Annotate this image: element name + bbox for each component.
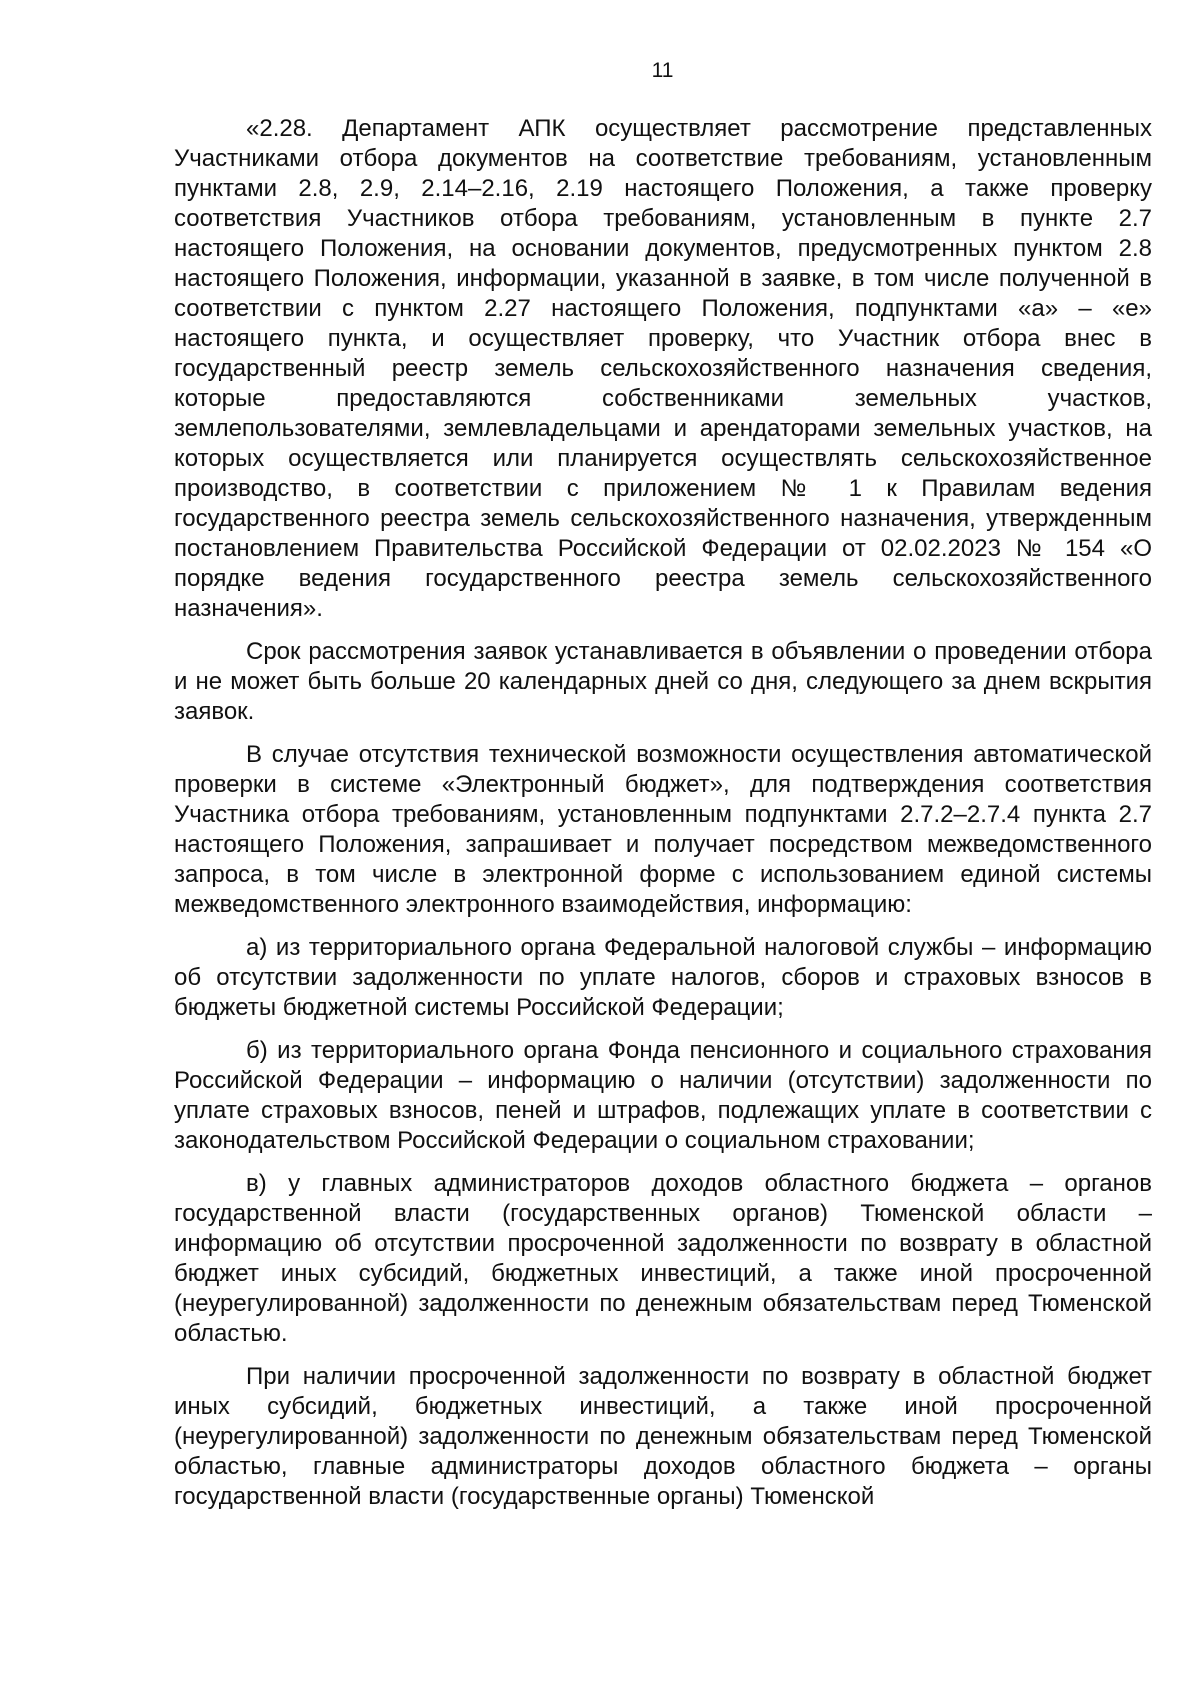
paragraph-review-period: Срок рассмотрения заявок устанавливается в объявлении о проведении отбора и не может быть больше 20 календарных дней со дня, следующего за днем вскрытия заявок.	[174, 638, 1152, 725]
paragraph-item-a: а) из территориального органа Федеральной налоговой службы – информацию об отсутствии задолженности по уплате налогов, сборов и страховых взносов в бюджеты бюджетной системы Российской Федерации;	[174, 934, 1152, 1021]
page-number: 11	[651, 59, 674, 82]
paragraph-overdue-debt: При наличии просроченной задолженности по возврату в областной бюджет иных субсидий, бюджетных инвестиций, а также иной просроченной (неурегулированной) задолженности по денежным обязательствам перед Тюменской областью, главные администраторы доходов областного бюджета – органы государственной власти (государственные органы) Тюменской	[174, 1363, 1152, 1510]
document-body	[174, 114, 1152, 1525]
paragraph-item-b: б) из территориального органа Фонда пенсионного и социального страхования Российской Федерации – информацию о наличии (отсутствии) задолженности по уплате страховых взносов, пеней и штрафов, подлежащих уплате в соответствии с законодательством Российской Федерации о социальном страховании;	[174, 1037, 1152, 1154]
paragraph-2-28-review: «2.28. Департамент АПК осуществляет рассмотрение представленных Участниками отбора документов на соответствие требованиям, установленным пунктами 2.8, 2.9, 2.14–2.16, 2.19 настоящего Положения, а также проверку соответствия Участников отбора требованиям, установленным в пункте 2.7 настоящего Положения, на основании документов, предусмотренных пунктом 2.8 настоящего Положения, информации, указанной в заявке, в том числе полученной в соответствии с пунктом 2.27 настоящего Положения, подпунктами «а» – «е» настоящего пункта, и осуществляет проверку, что Участник отбора внес в государственный реестр земель сельскохозяйственного назначения сведения, которые предоставляются собственниками земельных участков, землепользователями, землевладельцами и арендаторами земельных участков, на которых осуществляется или планируется осуществлять сельскохозяйственное производство, в соответствии с приложением № 1 к Правилам ведения государственного реестра земель сельскохозяйственного назначения, утвержденным постановлением Правительства Российской Федерации от 02.02.2023 № 154 «О порядке ведения государственного реестра земель сельскохозяйственного назначения».	[174, 115, 1152, 622]
paragraph-interagency-request: В случае отсутствия технической возможности осуществления автоматической проверки в системе «Электронный бюджет», для подтверждения соответствия Участника отбора требованиям, установленным подпунктами 2.7.2–2.7.4 пункта 2.7 настоящего Положения, запрашивает и получает посредством межведомственного запроса, в том числе в электронной форме с использованием единой системы межведомственного электронного взаимодействия, информацию:	[174, 741, 1152, 918]
paragraph-item-c: в) у главных администраторов доходов областного бюджета – органов государственной власти (государственных органов) Тюменской области – информацию об отсутствии просроченной задолженности по возврату в областной бюджет иных субсидий, бюджетных инвестиций, а также иной просроченной (неурегулированной) задолженности по денежным обязательствам перед Тюменской областью.	[174, 1170, 1152, 1347]
